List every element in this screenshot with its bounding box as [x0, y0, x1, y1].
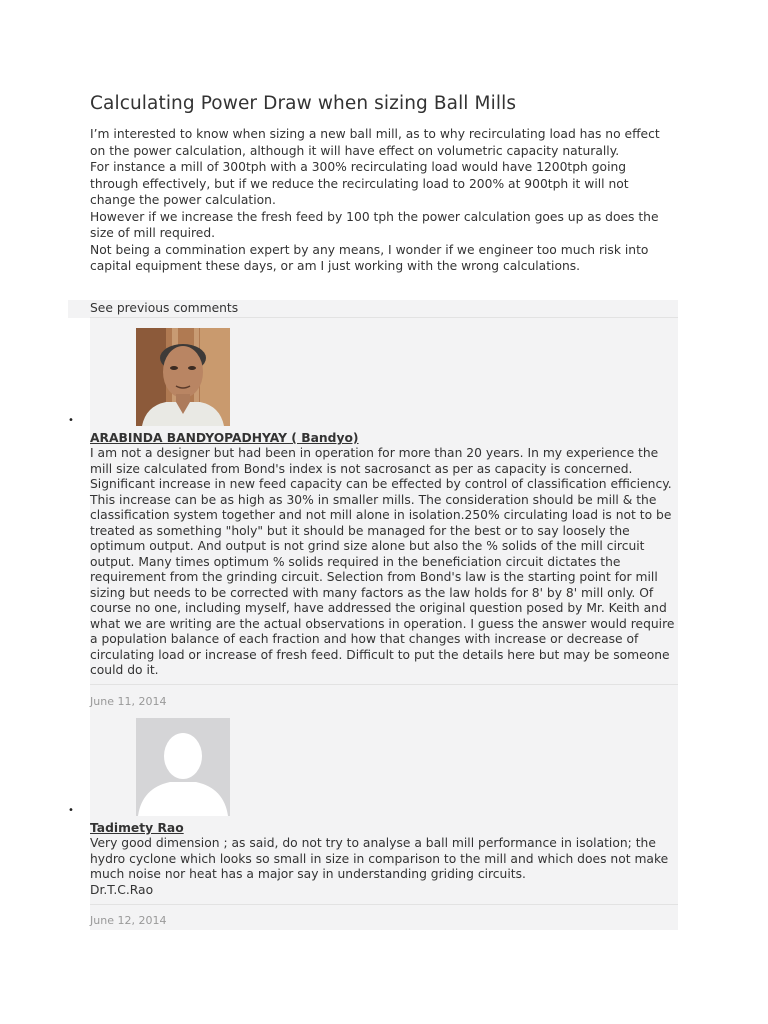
- comment-author-link[interactable]: ARABINDA BANDYOPADHYAY ( Bandyo): [90, 431, 359, 445]
- see-previous-comments-link[interactable]: See previous comments: [90, 300, 678, 318]
- comment-item: [68, 708, 678, 930]
- comment-author-link[interactable]: Tadimety Rao: [90, 821, 184, 835]
- comment-paragraph: Very good dimension ; as said, do not try to analyse a ball mill performance in isolation; the hydro cyclone which looks so small in size in comparison to the mill and which does not make much noise nor heat has a major say in understanding griding circuits.: [90, 836, 669, 881]
- page-title: Calculating Power Draw when sizing Ball Mills: [90, 93, 517, 114]
- comment-date: June 11, 2014: [90, 695, 167, 708]
- comment-card: [90, 318, 678, 708]
- profile-photo-icon: [136, 328, 230, 426]
- question-paragraph: However if we increase the fresh feed by 100 tph the power calculation goes up as does the size of mill required.: [90, 209, 659, 240]
- comment-paragraph: I am not a designer but had been in operation for more than 20 years. In my experience the mill size calculated from Bond's index is not sacrosanct as per as capacity is concerned. Significant increase in new feed capacity can be effected by control of classification efficiency. This increase can be as high as 30% in smaller mills. The consideration should be mill & the classification system together and not mill alone in isolation.250% circulating load is not to be treated as something "holy" but it should be managed for the best or to say loosely the optimum output. And output is not grind size alone but also the % solids of the mill circuit output. Many times optimum % solids required in the beneficiation circuit dictates the requirement from the grinding circuit. Selection from Bond's law is the starting point for mill sizing but needs to be corrected with many factors as the law holds for 8' by 8' mill only. Of course no one, including myself, have addressed the original question posed by Mr. Keith and what we are writing are the actual observations in operation. I guess the answer would require a population balance of each fraction and how that changes with increase or decrease of circulating load or increase of fresh feed. Difficult to put the details here but may be someone could do it.: [90, 446, 675, 677]
- comment-item: [68, 318, 678, 708]
- question-paragraph: For instance a mill of 300tph with a 300% recirculating load would have 1200tph going through effectively, but if we reduce the recirculating load to 200% at 900tph it will not change the power calculation.: [90, 160, 629, 207]
- comment-divider: [90, 684, 678, 685]
- author-photo[interactable]: [136, 328, 230, 426]
- comment-body: [90, 446, 678, 679]
- question-body: [90, 126, 660, 275]
- comment-date: June 12, 2014: [90, 914, 167, 927]
- comment-card: [90, 708, 678, 930]
- comment-gutter: [68, 318, 90, 708]
- comment-body: [90, 836, 678, 898]
- default-avatar-icon: [136, 718, 230, 816]
- author-photo[interactable]: [136, 718, 230, 816]
- comment-paragraph: Dr.T.C.Rao: [90, 882, 154, 897]
- comments-section: [68, 300, 678, 930]
- question-paragraph: Not being a commination expert by any means, I wonder if we engineer too much risk into capital equipment these days, or am I just working with the wrong calculations.: [90, 242, 649, 273]
- comment-gutter: [68, 708, 90, 930]
- list-bullet: •: [68, 805, 74, 816]
- question-paragraph: I’m interested to know when sizing a new ball mill, as to why recirculating load has no effect on the power calculation, although it will have effect on volumetric capacity naturally.: [90, 127, 660, 158]
- list-bullet: •: [68, 415, 74, 426]
- comment-divider: [90, 904, 678, 905]
